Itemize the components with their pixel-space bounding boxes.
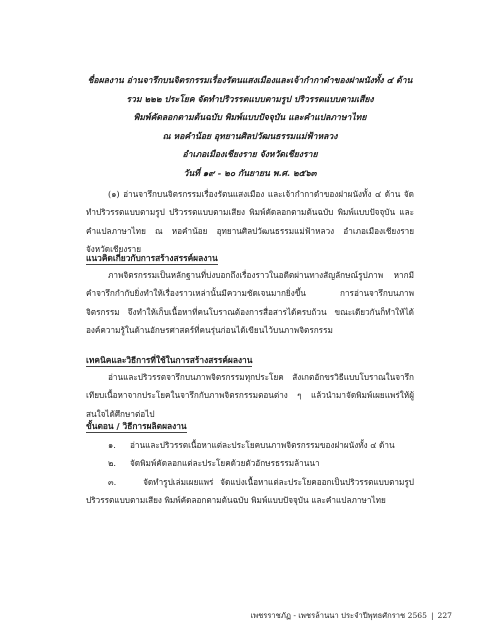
steps-heading: ขั้นตอน / วิธีการผลิตผลงาน <box>86 418 187 433</box>
footer-separator: | <box>430 611 434 620</box>
concept-heading: แนวคิดเกี่ยวกับการสร้างสรรค์ผลงาน <box>86 250 218 265</box>
technique-paragraph: อ่านและปริวรรตจารึกบนภาพจิตรกรรมทุกประโยค สังเกตอักขรวิธีแบบโบราณในจารึก เทียบเนื้อหาจากประโยคในจารึกกับภาพจิตรกรรมตอนต่าง ๆ แล้วนำมาจัดพิมพ์เผยแพร่ให้ผู้สนใจได้ศึกษาต่อไป <box>86 372 414 419</box>
page-number: 227 <box>437 611 452 620</box>
journal-name: เพชรราชภัฏ - เพชรล้านนา ประจำปีพุทธศักราช 2565 <box>250 611 427 620</box>
page-footer <box>250 610 452 622</box>
step-text: อ่านและปริวรรตเนื้อหาแต่ละประโยคบนภาพจิตรกรรมของฝาผนังทั้ง ๔ ด้าน <box>130 440 395 450</box>
technique-heading: เทคนิคและวิธีการที่ใช้ในการสร้างสรรค์ผลงาน <box>86 352 252 367</box>
title-line: ณ หอคำน้อย อุทยานศิลปวัฒนธรรมแม่ฟ้าหลวง <box>162 131 338 142</box>
step-number: ๒. <box>108 458 116 469</box>
title-line: วันที่ ๑๙ - ๒๐ กันยายน พ.ศ. ๒๕๖๓ <box>183 168 317 179</box>
step-text: จัดทำรูปเล่มเผยแพร่ จัดแบ่งเนื้อหาแต่ละประโยคออกเป็นปริวรรตแบบตามรูป ปริวรรตแบบตามเสียง พิมพ์คัดลอกตามต้นฉบับ พิมพ์แบบปัจจุบัน และคำแปลภาษาไทย <box>86 476 414 506</box>
concept-paragraph: ภาพจิตรกรรมเป็นหลักฐานที่บ่งบอกถึงเรื่องราวในอดีตผ่านทางสัญลักษณ์รูปภาพ หากมีคำจารึกกำกับยิ่งทำให้เรื่องราวเหล่านั้นมีความชัดเจนมากยิ่งขึ้น การอ่านจารึกบนภาพจิตรกรรม จึงทำให้เก็บเนื้อหาที่คนโบราณต้องการสื่อสารได้ครบถ้วน ขณะเดียวกันก็ทำให้ได้องค์ความรู้ในด้านอักษรศาสตร์ที่คนรุ่นก่อนได้เขียนไว้บนภาพจิตรกรรม <box>86 270 414 336</box>
step-text: จัดพิมพ์คัดลอกแต่ละประโยคด้วยตัวอักษรธรรมล้านนา <box>130 458 320 469</box>
list-item <box>86 454 414 472</box>
title-line: ชื่อผลงาน อ่านจารึกบนจิตรกรรมเรื่องรัตนแสงเมืองและเจ้ากำกาดำของฝาผนังทั้ง ๔ ด้าน <box>87 76 413 86</box>
step-number: ๓. <box>108 476 117 487</box>
title-line: รวม ๒๒๒ ประโยค จัดทำปริวรรตแบบตามรูป ปริวรรตแบบตามเสียง <box>126 94 374 105</box>
steps-list <box>86 436 414 510</box>
title-line: พิมพ์คัดลอกตามต้นฉบับ พิมพ์แบบปัจจุบัน และคำแปลภาษาไทย <box>133 113 367 124</box>
title-line: อำเภอเมืองเชียงราย จังหวัดเชียงราย <box>182 150 318 161</box>
list-item <box>86 436 414 454</box>
list-item <box>86 473 414 510</box>
step-number: ๑. <box>108 440 116 450</box>
work-title-block <box>86 72 414 184</box>
intro-paragraph: (๑) อ่านจารึกบนจิตรกรรมเรื่องรัตนแสงเมือง และเจ้ากำกาดำของฝาผนังทั้ง ๔ ด้าน จัดทำปริวรรตแบบตามรูป ปริวรรตแบบตามเสียง พิมพ์คัดลอกตามต้นฉบับ พิมพ์แบบปัจจุบัน และคำแปลภาษาไทย ณ หอคำน้อย อุทยานศิลปวัฒนธรรมแม่ฟ้าหลวง อำเภอเมืองเชียงราย จังหวัดเชียงราย <box>86 189 414 255</box>
